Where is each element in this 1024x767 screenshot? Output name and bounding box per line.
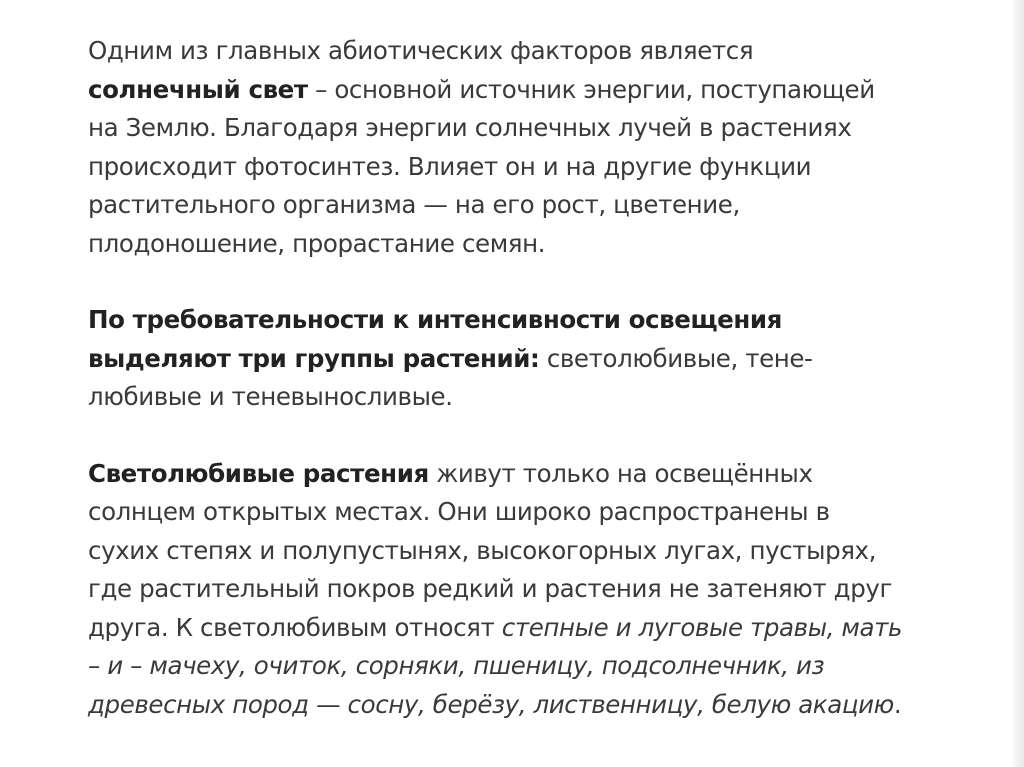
text-line [88,647,988,686]
text-segment: солнцем открытых местах. Они широко распространены в [88,497,830,526]
text-segment: растительного организма — на его рост, цветение, [88,190,740,219]
italic-text: степные и луговые травы, мать [501,612,903,642]
bold-text: Светолюбивые растения [88,458,429,488]
text-segment: светолюбивые, тене- [539,343,813,373]
text-segment: любивые и теневыносливые. [88,382,453,411]
text-segment: на Землю. Благодаря энергии солнечных лучей в растениях [88,113,852,142]
text-line [88,225,988,264]
bold-text: выделяют три группы растений: [88,343,540,373]
text-line [88,109,988,148]
text-line [88,340,988,379]
text-segment: сухих степях и полупустынях, высокогорных лугах, пустырях, [88,535,877,565]
text-segment: происходит фотосинтез. Влияет он и на другие функции [88,151,812,181]
text-line [88,532,988,571]
text-line [88,32,988,71]
paragraph-light-loving-plants [88,455,988,725]
text-line [88,301,988,340]
bold-text: солнечный свет [88,74,308,104]
text-line [88,186,988,225]
text-line [88,455,988,494]
paragraph-solar-light [88,32,988,263]
text-segment: друга. К светолюбивым относят [88,612,502,642]
right-edge-shade [1010,0,1024,767]
text-segment: живут только на освещённых [428,458,813,488]
italic-text: – и – мачеху, очиток, сорняки, пшеницу, подсолнечник, из [88,651,825,680]
text-line [88,609,988,648]
text-line [88,493,988,532]
text-line [88,71,988,110]
text-segment: где растительный покров редкий и растения не затеняют друг [88,574,892,603]
text-block [88,32,988,724]
bold-text: По требовательности к интенсивности освещения [88,305,782,334]
text-line [88,148,988,187]
text-line [88,570,988,609]
text-segment: . [893,689,902,719]
paragraph-light-groups [88,301,988,417]
text-segment: плодоношение, прорастание семян. [88,228,546,258]
text-segment: – основной источник энергии, поступающей [307,74,875,104]
italic-text: древесных пород — сосну, берёзу, лиственницу, белую акацию [88,689,894,719]
text-line [88,378,988,417]
text-line [88,686,988,725]
text-segment: Одним из главных абиотических факторов является [88,36,754,65]
